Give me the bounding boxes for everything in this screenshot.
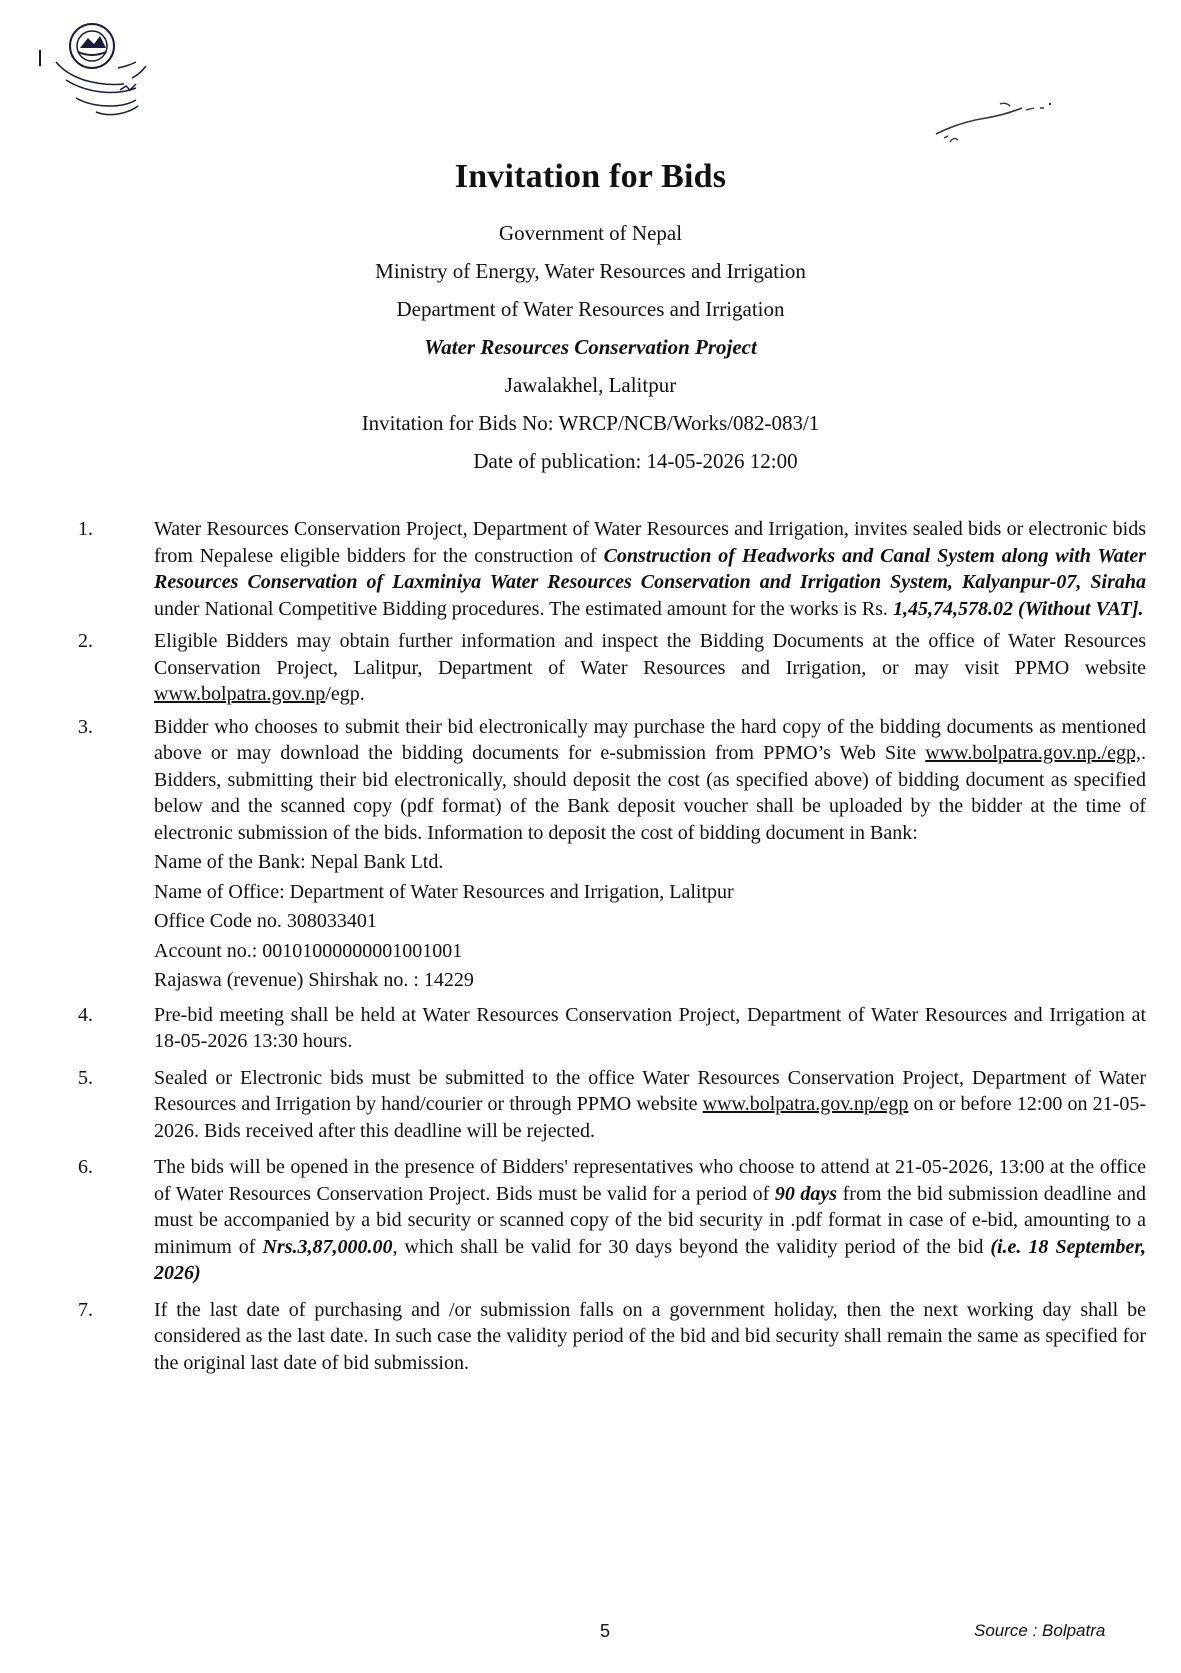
item-number: 2.: [78, 630, 93, 652]
item-number: 6.: [78, 1156, 93, 1178]
bolpatra-link[interactable]: www.bolpatra.gov.np: [154, 683, 326, 705]
text-segment: . Bidders, submitting their bid electronically, should deposit the cost (as specified above) of bidding document as specified below and the scanned copy (pdf format) of the Bank deposit voucher shall be uploaded by the bidder at the time of electronic submission of the bids. Information to deposit the cost of bidding document in Bank:: [154, 742, 1146, 844]
bank-name: Name of the Bank: Nepal Bank Ltd.: [154, 851, 444, 873]
text-segment: under National Competitive Bidding procedures. The estimated amount for the works is Rs.: [154, 597, 893, 620]
header-ifb-number: Invitation for Bids No: WRCP/NCB/Works/082-083/1: [361, 411, 820, 435]
list-item: [70, 1002, 1146, 1055]
estimated-amount: 1,45,74,578.02 (Without VAT].: [892, 597, 1144, 620]
header-publication-date: Date of publication: 14-05-2026 12:00: [473, 449, 798, 473]
bolpatra-link[interactable]: www.bolpatra.gov.np/egp: [702, 1093, 909, 1115]
text-segment: Bidder who chooses to submit their bid electronically may purchase the hard copy of the bidding documents as mentioned above or may download the bidding documents for e-submission from PPMO’s Web Site: [154, 715, 1146, 764]
document-title: Invitation for Bids: [454, 158, 727, 195]
text-segment: Sealed or Electronic bids must be submitted to the office Water Resources Conservation Project, Department of Water Resources and Irrigation by hand/courier or through PPMO website: [154, 1066, 1146, 1115]
header-department: Department of Water Resources and Irrigation: [396, 297, 785, 321]
project-name: Construction of Headworks and Canal System along with Water Resources Conservation of Laxminiya Water Resources Conservation and Irrigation System, Kalyanpur-07, Siraha: [154, 544, 1146, 593]
text-segment: , which shall be valid for 30 days beyond the validity period of the bid: [392, 1235, 991, 1258]
list-item: [70, 1065, 1146, 1145]
document-header: [0, 150, 1181, 480]
bank-account: Account no.: 00101000000001001001: [154, 939, 463, 962]
item-text: [154, 1154, 1146, 1287]
item-text: [154, 714, 1146, 996]
header-ministry: Ministry of Energy, Water Resources and Irrigation: [375, 259, 806, 283]
bank-office: Name of Office: Department of Water Resources and Irrigation, Lalitpur: [154, 880, 734, 903]
item-text: Pre-bid meeting shall be held at Water Resources Conservation Project, Department of Water Resources and Irrigation at 18-05-2026 13:30 hours.: [154, 1003, 1146, 1052]
bank-details: [154, 848, 1146, 996]
item-number: 4.: [78, 1003, 93, 1026]
bid-security-amount: Nrs.3,87,000.00: [262, 1235, 393, 1258]
item-number: 1.: [78, 518, 93, 540]
list-item: [70, 628, 1146, 708]
text-segment: The bids will be opened in the presence of Bidders' representatives who choose to attend at 21-05-2026, 13:00 at the office of Water Resources Conservation Project. Bids must be valid for a period of: [154, 1156, 1146, 1205]
document-body: [70, 516, 1146, 1382]
header-address: Jawalakhel, Lalitpur: [504, 373, 677, 397]
validity-date: (i.e. 18 September, 2026): [154, 1235, 1146, 1284]
source-credit: Source : Bolpatra: [974, 1621, 1106, 1640]
header-government: Government of Nepal: [498, 221, 683, 245]
bank-office-code: Office Code no. 308033401: [154, 910, 377, 932]
validity-period: 90 days: [774, 1182, 838, 1205]
government-seal-icon: [36, 22, 186, 132]
bank-rajaswa: Rajaswa (revenue) Shirshak no. : 14229: [154, 969, 474, 991]
item-text: [154, 628, 1146, 708]
text-segment: from the bid submission deadline and must be accompanied by a bid security or scanned copy of the bid security in .pdf format in case of e-bid, amounting to a minimum of: [154, 1182, 1146, 1258]
list-item: [70, 516, 1146, 622]
handwritten-signature-icon: [930, 100, 1060, 150]
list-item: [70, 1297, 1146, 1377]
text-segment: Water Resources Conservation Project, Department of Water Resources and Irrigation, invites sealed bids or electronic bids from Nepalese eligible bidders for the construction of: [154, 518, 1146, 567]
item-text: [154, 1065, 1146, 1145]
text-segment: Eligible Bidders may obtain further information and inspect the Bidding Documents at the office of Water Resources Conservation Project, Lalitpur, Department of Water Resources and Irrigation, or may visit PPMO website: [154, 630, 1146, 679]
item-number: 3.: [78, 715, 93, 738]
list-item: [70, 714, 1146, 996]
item-number: 5.: [78, 1066, 93, 1089]
government-stamp: [36, 22, 186, 132]
item-number: 7.: [78, 1298, 93, 1321]
text-segment: on or before 12:00 on 21-05-2026. Bids received after this deadline will be rejected.: [154, 1093, 1146, 1142]
page-number: 5: [600, 1621, 611, 1641]
signature: [930, 100, 1060, 150]
bolpatra-link[interactable]: www.bolpatra.gov.np./egp,: [925, 742, 1141, 764]
list-item: [70, 1154, 1146, 1287]
header-project: Water Resources Conservation Project: [424, 335, 757, 359]
item-text: [154, 516, 1146, 622]
text-segment: /egp.: [325, 683, 365, 705]
item-text: If the last date of purchasing and /or submission falls on a government holiday, then the next working day shall be considered as the last date. In such case the validity period of the bid and bid security shall remain the same as specified for the original last date of bid submission.: [154, 1298, 1146, 1374]
